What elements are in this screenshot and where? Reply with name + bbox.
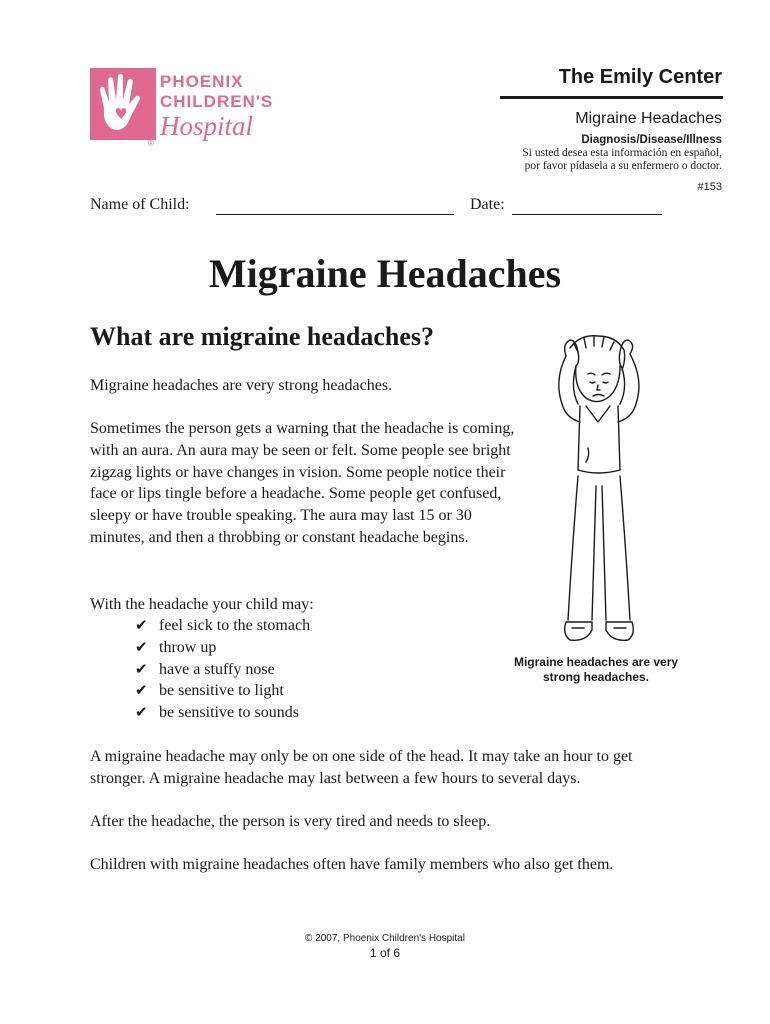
- paragraph-symptoms-intro: With the headache your child may:: [90, 596, 314, 613]
- name-of-child-field[interactable]: [216, 214, 454, 215]
- page-title: Migraine Headaches: [208, 251, 562, 296]
- check-icon: ✔: [135, 659, 148, 678]
- list-item: [135, 615, 310, 637]
- check-icon: ✔: [135, 681, 148, 700]
- spanish-note-line-2: por favor pídasela a su enfermero o doctor.: [524, 160, 722, 172]
- date-label: Date:: [470, 196, 505, 213]
- list-item: [135, 702, 310, 724]
- symptom-text: be sensitive to sounds: [159, 704, 299, 722]
- child-with-headache-illustration: [540, 330, 658, 652]
- paragraph-one-side: A migraine headache may only be on one side of the head. It may take an hour to get stronger. A migraine headache may last between a few hours to several days.: [90, 748, 633, 787]
- header-topic: Migraine Headaches: [575, 110, 722, 127]
- center-name: The Emily Center: [558, 66, 722, 88]
- check-icon: ✔: [135, 616, 148, 634]
- illustration-caption: Migraine headaches are very strong headaches.: [513, 655, 679, 684]
- registered-mark: ®: [148, 139, 154, 148]
- list-item: [135, 680, 310, 702]
- paragraph-intro: Migraine headaches are very strong headaches.: [90, 377, 393, 394]
- page-number: 1 of 6: [369, 946, 401, 960]
- section-heading: What are migraine headaches?: [90, 322, 434, 351]
- list-item: [135, 659, 310, 681]
- logo-line-3: Hospital: [160, 111, 254, 141]
- logo-line-1: PHOENIX: [160, 72, 244, 91]
- document-number: #153: [697, 181, 722, 193]
- list-item: [135, 637, 310, 659]
- symptom-list: [135, 615, 310, 724]
- paragraph-aura: Sometimes the person gets a warning that the headache is coming, with an aura. An aura may be seen or felt. Some people see bright zigzag lights or have changes in vision. Some people notice their face or lips tingle before a headache. Some people get confused, sleepy or have trouble speaking. The aura may last 15 or 30 minutes, and then a throbbing or constant headache begins.: [90, 420, 515, 546]
- check-icon: ✔: [135, 637, 148, 656]
- header-rule: [500, 96, 723, 99]
- spanish-note-line-1: Si usted desea esta información en español,: [522, 147, 722, 159]
- paragraph-family: Children with migraine headaches often have family members who also get them.: [90, 856, 614, 873]
- date-field[interactable]: [512, 214, 662, 215]
- hospital-logo: [90, 68, 305, 153]
- paragraph-after-headache: After the headache, the person is very tired and needs to sleep.: [90, 813, 491, 830]
- hand-heart-icon: [90, 68, 156, 140]
- name-of-child-label: Name of Child:: [90, 196, 190, 213]
- check-icon: ✔: [135, 703, 148, 722]
- logo-line-2: CHILDREN'S: [160, 92, 274, 111]
- symptom-text: throw up: [159, 638, 217, 656]
- copyright-notice: © 2007, Phoenix Children's Hospital: [305, 933, 465, 944]
- symptom-text: have a stuffy nose: [159, 660, 275, 678]
- header-category: Diagnosis/Disease/Illness: [581, 134, 722, 146]
- symptom-text: feel sick to the stomach: [159, 617, 311, 634]
- symptom-text: be sensitive to light: [159, 682, 284, 700]
